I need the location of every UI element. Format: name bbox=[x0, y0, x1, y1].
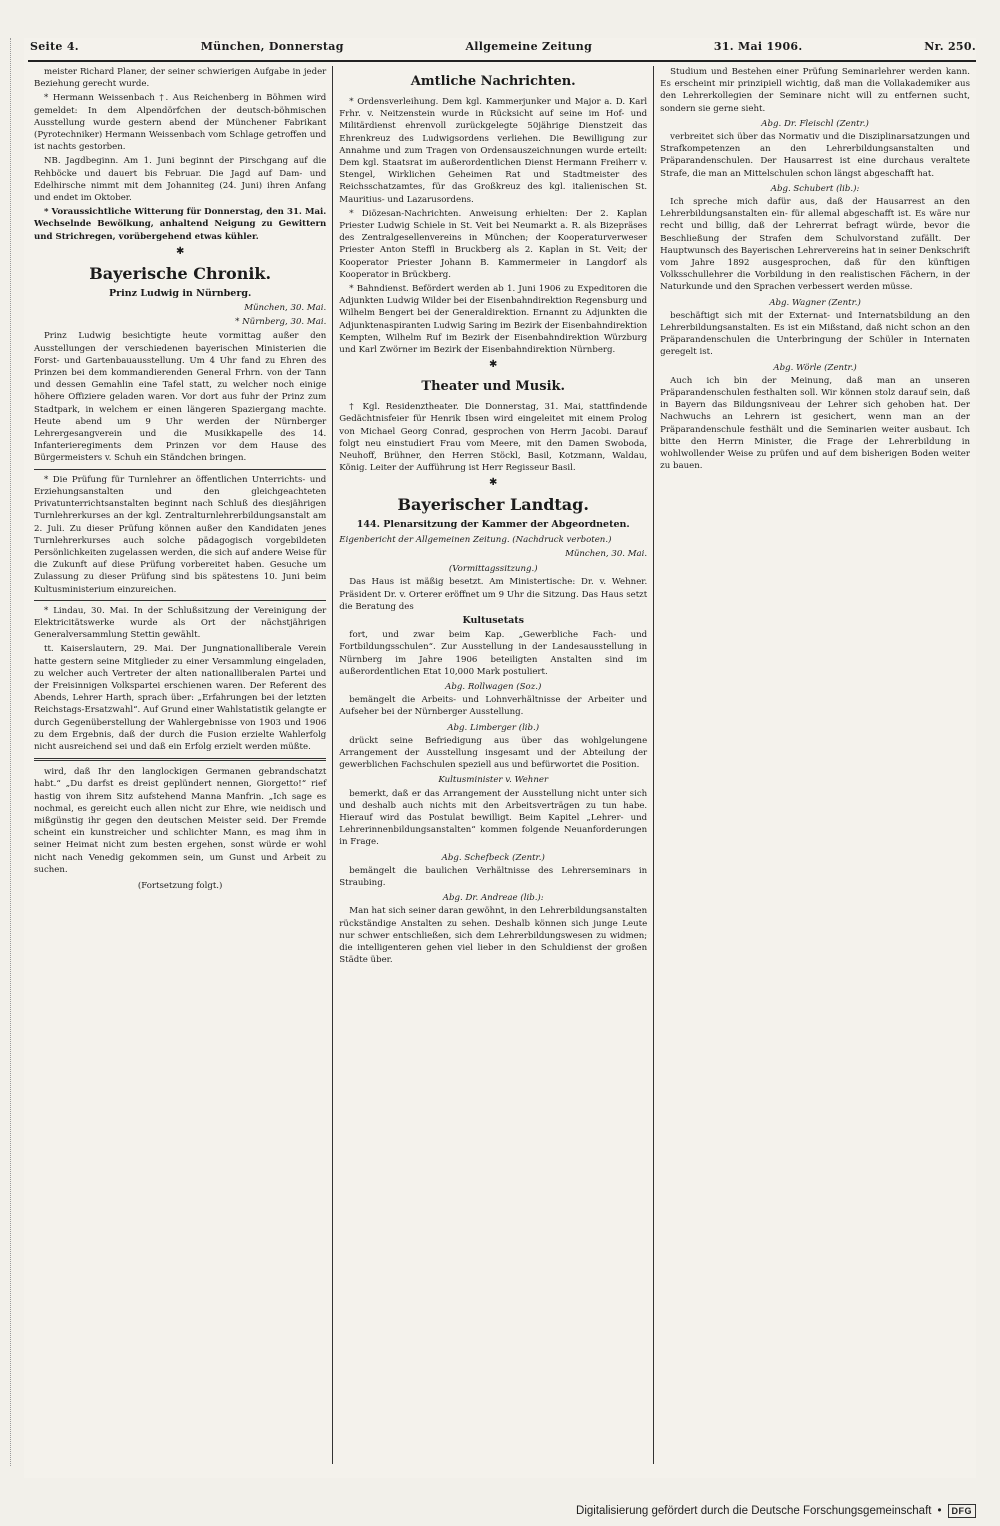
speaker-andreae: Abg. Dr. Andreae (lib.): bbox=[442, 893, 544, 904]
feuilleton-text: wird, daß Ihr den langlockigen Germanen gebrandschatzt habt.“ „Du darfst es dreist geplündert nennen, Giorgetto!“ rief hastig von ihrem Sitz aufstehend Manna Manfrin. „Ich sage es nochmal, es gereicht euch allen nicht zur Ehre, wie neidisch und mißgünstig ihr gegen den deutschen Meister seid. Der Fremde scheint ein kunstreicher und schlichter Mann, es mag ihm in seiner Heimat nicht zum besten ergehen, sonst würde er wohl nicht nach Venedig gekommen sein, um Gunst und Arbeit zu suchen. bbox=[34, 767, 327, 875]
session-opening: Das Haus ist mäßig besetzt. Am Ministertische: Dr. v. Wehner. Präsident Dr. v. Orterer eröffnet um 9 Uhr die Sitzung. Das Haus setzt die Beratung des bbox=[339, 577, 648, 612]
speaker-rollwagen: Abg. Rollwagen (Soz.) bbox=[445, 681, 542, 692]
dateline-nuernberg: * Nürnberg, 30. Mai. bbox=[235, 317, 327, 328]
landtag-dateline: München, 30. Mai. bbox=[565, 548, 648, 559]
death-notice: * Hermann Weissenbach †. Aus Reichenberg in Böhmen wird gemeldet: In dem Alpendörfchen der deutsch-böhmischen Ausstellung wurde gestern abend der Münchener Fabrikant (Pyrotechniker) Hermann Weissenbach vom Schlage getroffen und ist nachts gestorben. bbox=[34, 93, 327, 153]
speaker-schefbeck: Abg. Schefbeck (Zentr.) bbox=[441, 852, 545, 863]
section-star: ✱ bbox=[489, 359, 498, 371]
speaker-limberger: Abg. Limberger (lib.) bbox=[447, 722, 540, 733]
article-kaiserslautern: tt. Kaiserslautern, 29. Mai. Der Jungnationalliberale Verein hatte gestern seine Mitglieder zu einer Versammlung eingeladen, zu welcher auch Vertreter der alten nationalliberalen Partei und der Freisinnigen Volkspartei erschienen waren. Der Referent des Abends, Lehrer Harth, sprach über: „Erfahrungen bei der letzten Reichstags-Ersatzwahl“. Auf Grund einer Wahlstatistik gelangte er durch Gegenüberstellung der Wahlergebnisse von 1903 und 1906 zu dem Ergebnis, daß der durch die Fusion erzielte Wahlerfolg nicht ausreichend sei und daß ein Erfolg erzielt werden müßte. bbox=[34, 644, 327, 752]
footer-bullet: • bbox=[937, 1505, 942, 1517]
dateline-muenchen: München, 30. Mai. bbox=[244, 303, 327, 314]
header-rule bbox=[28, 60, 976, 62]
continued-note: (Fortsetzung folgt.) bbox=[137, 880, 223, 891]
speaker-wehner: Kultusminister v. Wehner bbox=[438, 775, 549, 786]
amtlich-orden: * Ordensverleihung. Dem kgl. Kammerjunker und Major a. D. Karl Frhr. v. Neitzenstein wurde in Rücksicht auf seine im Hof- und Militärdienst ehrenvoll zurückgelegte 50jährige Dienstzeit das Ehrenkreuz des Ludwigsordens verliehen. Die Bewilligung zur Annahme und zum Tragen von Ordensauszeichnungen wurde erteilt: Dem kgl. Staatsrat im außerordentlichen Dienst Hermann Freiherr v. Stengel, Wirklichen Geheimen Rat und Stadtmeister des Reichsschatzamtes, für das Großkreuz des kgl. italienischen St. Mauritius- und Lazarusordens. bbox=[339, 97, 648, 205]
divider bbox=[34, 469, 326, 470]
speech-woerle: Auch ich bin der Meinung, daß man an unseren Präparandenschulen festhalten soll. Wir können stolz darauf sein, daß in Bayern das Bildungsniveau der Lehrer sich gehoben hat. Der Nachwuchs an Lehrern ist gesichert, wenn man an der Präparandenschule festhält und die Seminarien weiter ausbaut. Ich bitte den Herrn Minister, die Frage der Lehrerbildung in wohlwollender Weise zu prüfen und auf dem bisherigen Boden weiter zu bauen. bbox=[660, 375, 970, 472]
amtlich-dioezesan: * Diözesan-Nachrichten. Anweisung erhielten: Der 2. Kaplan Priester Ludwig Schiele in St. Veit bei Neumarkt a. R. als Bizepräses des Zentralgesellenvereins in München; der Kooperaturverweser Priester Anton Steffl in Bruckberg als 2. Kaplan in St. Veit; der Kooperator Priester Johann B. Kammermeier in Langdorf als Kooperator in Brückberg. bbox=[339, 208, 648, 280]
article-prinz-text: Prinz Ludwig besichtigte heute vormittag außer den Ausstellungen der verschiedenen bayerischen Ministerien die Forst- und Gartenbauausstellung. Um 4 Uhr fand zu Ehren des Prinzen bei dem kommandierenden General Frhrn. von der Tann und dessen Gemahlin eine Tafel statt, zu welcher noch einige höhere Offiziere geladen waren. Vor dort aus fuhr der Prinz zum Stadtpark, in welchem er einen längeren Spaziergang machte. Heute abend um 9 Uhr werden der Nürnberger Lehrergesangverein und die Musikkapelle des 14. Infanterieregiments dem Prinzen vor dem Hause des Bürgermeisters v. Schuh ein Ständchen bringen. bbox=[34, 331, 327, 464]
amtlich-bahndienst: * Bahndienst. Befördert werden ab 1. Juni 1906 zu Expeditoren die Adjunkten Ludwig Wilder bei der Eisenbahndirektion Regensburg und Wilhelm Bengert bei der Generaldirektion. Ernannt zu Adjunkten die Adjunktenaspiranten Ludwig Saring im Bezirk der Eisenbahndirektion Kempten, Wilhelm Ruf im Bezirk der Eisenbahndirektion Würzburg und Karl Zwörner im Bezirk der Eisenbahndirektion Nürnberg. bbox=[339, 284, 648, 356]
article-turnlehrer: * Die Prüfung für Turnlehrer an öffentlichen Unterrichts- und Erziehungsanstalten und den gleichgeachteten Privatunterrichtsanstalten beginnt nach Schluß des diesjährigen Turnlehrerkurses an der kgl. Zentralturnlehrerbildungsanstalt am 2. Juli. Zu dieser Prüfung können außer den Kandidaten jenes Turnlehrerkurses auch solche pädagogisch vorgebildeten Persönlichkeiten zugelassen werden, die sich auf andere Weise für die Zukunft auf diese Prüfung vorbereitet haben. Gesuche um Zulassung zu dieser Prüfung sind bis spätestens 10. Juni beim Kultusministerium einzureichen. bbox=[34, 474, 327, 595]
landtag-subtitle: 144. Plenarsitzung der Kammer der Abgeordneten. bbox=[356, 519, 630, 531]
weather-notice: * Voraussichtliche Witterung für Donnerstag, den 31. Mai. Wechselnde Bewölkung, anhaltend Neigung zu Gewittern und Strichregen, vorübergehend etwas kühler. bbox=[34, 207, 327, 242]
section-title-chronik: Bayerische Chronik. bbox=[89, 263, 272, 283]
page-gutter bbox=[10, 38, 17, 1466]
speech-schubert: Ich spreche mich dafür aus, daß der Hausarrest an den Lehrerbildungsanstalten ein- für allemal abgeschafft ist. Es wäre nur recht und billig, daß der Lehrerrat befragt würde, bevor die Beschließung der Strafen dem Schulvorstand zufällt. Der Hauptwunsch des Bayerischen Lehrervereins hat in seiner Denkschrift vom Jahre 1892 ausgesprochen, daß für den künftigen Volksschullehrer die Vorbildung in den realistischen Fächern, in der Naturkunde und den Sprachen verbessert werden müsse. bbox=[660, 197, 970, 293]
header-paper: Allgemeine Zeitung bbox=[465, 40, 593, 53]
divider bbox=[34, 600, 326, 601]
speech-schefbeck: bemängelt die baulichen Verhältnisse des Lehrerseminars in Straubing. bbox=[339, 865, 648, 888]
landtag-source: Eigenbericht der Allgemeinen Zeitung. (Nachdruck verboten.) bbox=[339, 534, 612, 545]
footer-text: Digitalisierung gefördert durch die Deutsche Forschungsgemeinschaft bbox=[576, 1505, 932, 1517]
speaker-schubert: Abg. Schubert (lib.): bbox=[770, 183, 860, 194]
column-3 bbox=[653, 66, 976, 1464]
page-number: Seite 4. bbox=[30, 40, 79, 53]
speech-limberger: drückt seine Befriedigung aus über das wohlgelungene Arrangement der Ausstellung insgesamt und der Abteilung der gewerblichen Fachschulen speziell aus und befürwortet die Position. bbox=[339, 735, 648, 771]
hunt-notice: NB. Jagdbeginn. Am 1. Juni beginnt der Pirschgang auf die Rehböcke und dauert bis Februar. Die Jagd auf Dam- und Edelhirsche nimmt mit dem Johanniteg (24. Juni) ihren Anfang und endet im Oktober. bbox=[34, 156, 327, 204]
page-header bbox=[30, 40, 976, 58]
section-star: ✱ bbox=[175, 245, 185, 257]
header-date: 31. Mai 1906. bbox=[713, 40, 803, 53]
speaker-wagner: Abg. Wagner (Zentr.) bbox=[769, 297, 861, 308]
column-1 bbox=[28, 66, 332, 1464]
col3-intro: Studium und Bestehen einer Prüfung Seminarlehrer werden kann. Es erscheint mir prinzipiell wichtig, daß man die Vollakademiker aus den Lehrerkollegien der Seminare nicht will zu entfernen sucht, sondern sie gerne sieht. bbox=[660, 67, 970, 114]
session-label: (Vormittagssitzung.) bbox=[448, 564, 538, 575]
speech-fleischl: verbreitet sich über das Normativ und die Disziplinarsatzungen und Strafkompetenzen an den Lehrerbildungsanstalten und Präparandenschulen. Der Hausarrest ist eine durchaus veraltete Strafe, die man an Mittelschulen schon längst abgeschafft hat. bbox=[660, 132, 970, 179]
speech-rollwagen: bemängelt die Arbeits- und Lohnverhältnisse der Arbeiter und Aufseher bei der Nürnberger Ausstellung. bbox=[339, 695, 648, 718]
speech-wagner: beschäftigt sich mit der Externat- und Internatsbildung an den Lehrerbildungsanstalten. Es ist ein Mißstand, daß nicht schon an den Präparandenschulen die Unterbringung der Schüler in Internaten geregelt ist. bbox=[660, 310, 970, 358]
budget-text: fort, und zwar beim Kap. „Gewerbliche Fach- und Fortbildungsschulen“. Zur Ausstellung in der Landesausstellung in Nürnberg im Jahre 1906 beteiligten Anstalten sind im außerordentlichen Etat 10,000 Mark postuliert. bbox=[339, 630, 648, 677]
speech-andreae: Man hat sich seiner daran gewöhnt, in den Lehrerbildungsanstalten rückständige Anstalten zu sehen. Deshalb können sich junge Leute nur schwer entschließen, sich dem Lehrerbildungswesen zu widmen; die intelligenteren gehen viel lieber in den Schuldienst der großen Städte über. bbox=[339, 906, 648, 966]
issue-number: Nr. 250. bbox=[924, 40, 976, 53]
header-city-day: München, Donnerstag bbox=[200, 40, 344, 53]
section-title-theater: Theater und Musik. bbox=[421, 379, 566, 395]
speaker-woerle: Abg. Wörle (Zentr.) bbox=[773, 362, 857, 373]
column-2 bbox=[332, 66, 653, 1464]
theater-text: † Kgl. Residenztheater. Die Donnerstag, 31. Mai, stattfindende Gedächtnisfeier für Henrik Ibsen wird eingeleitet mit einem Prolog von Michael Georg Conrad, gesprochen von Herrn Jacobi. Darauf folgt neu einstudiert Frau vom Meere, mit den Damen Swoboda, Neuhoff, Brühner, den Herren Stöckl, Basil, Kotzmann, Waldau, König. Leiter der Aufführung ist Herr Regisseur Basil. bbox=[339, 402, 648, 474]
dfg-logo-icon: DFG bbox=[948, 1504, 977, 1518]
digitization-footer bbox=[24, 1500, 976, 1522]
section-title-landtag: Bayerischer Landtag. bbox=[397, 495, 589, 515]
section-star: ✱ bbox=[489, 477, 498, 489]
speaker-fleischl: Abg. Dr. Fleischl (Zentr.) bbox=[761, 118, 869, 129]
article-lindau: * Lindau, 30. Mai. In der Schlußsitzung der Vereinigung der Elektricitätswerke wurde als Ort der nächstjährigen Generalversammlung Stettin gewählt. bbox=[34, 605, 327, 641]
article-title-prinz: Prinz Ludwig in Nürnberg. bbox=[108, 287, 252, 299]
feuilleton-rule bbox=[34, 758, 326, 761]
section-title-amtlich: Amtliche Nachrichten. bbox=[410, 74, 576, 89]
budget-title: Kultusetats bbox=[462, 614, 524, 626]
speech-wehner: bemerkt, daß er das Arrangement der Ausstellung nicht unter sich und deshalb auch nichts mit den Arbeitsverträgen zu tun habe. Hierauf wird das Postulat bewilligt. Beim Kapitel „Lehrer- und Lehrerinnenbildungsanstalten“ kommen folgende Neuanforderungen in Frage. bbox=[339, 788, 648, 848]
intro-paragraph: meister Richard Planer, der seiner schwierigen Aufgabe in jeder Beziehung gerecht wurde. bbox=[34, 67, 327, 90]
columns bbox=[28, 66, 976, 1464]
